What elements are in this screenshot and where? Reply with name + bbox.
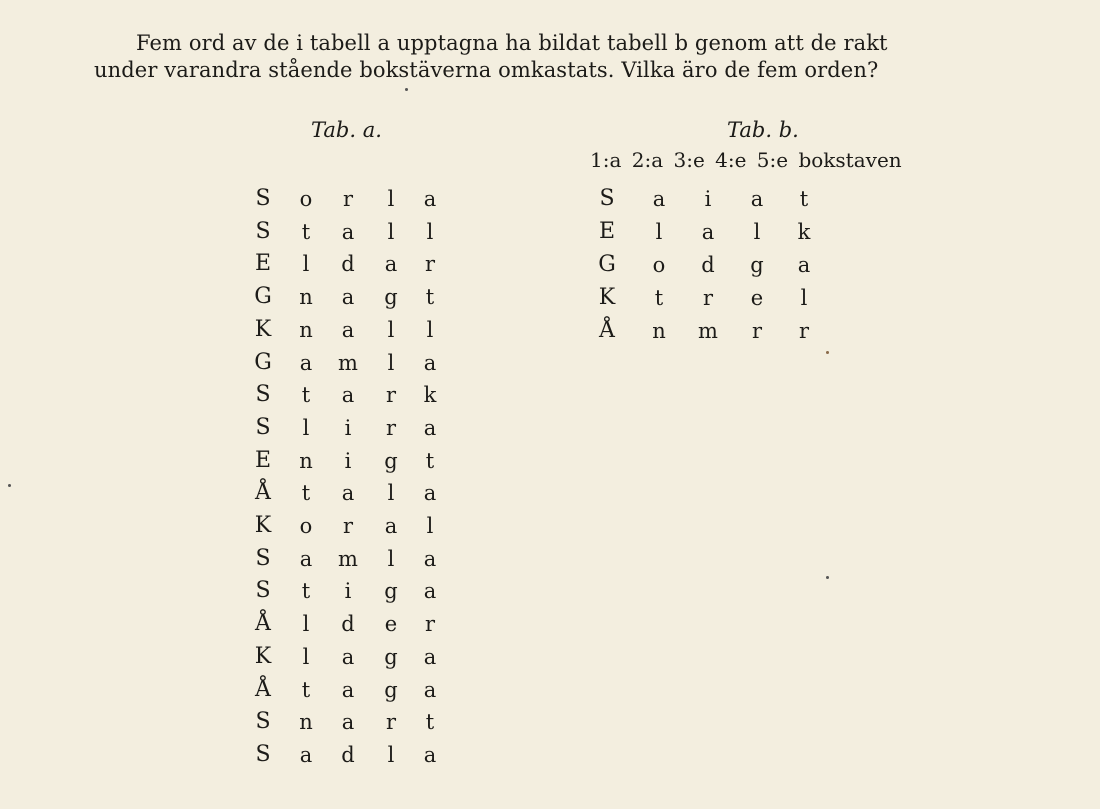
tab_a-letter: i [344,415,352,440]
tab_b-letter: l [753,220,761,244]
tab_a-letter: l [387,317,395,342]
tab_a-letter: r [342,187,354,211]
tab_a-letter: g [384,677,398,702]
tab_a-letter: l [387,219,395,244]
tab_a-letter: S [255,545,271,571]
tab_a-letter: l [302,252,310,277]
tab_a-letter: a [423,415,437,440]
tab_a-letter: S [255,382,271,408]
tab_a-letter: a [341,317,355,342]
tab_b-letter: o [652,253,666,277]
tab_a-letter: r [342,514,354,538]
tab_a-letter: S [255,186,271,211]
tab_a-letter: l [426,219,434,244]
tab_a-letter: n [299,710,313,735]
tab-b-column-header: 1:a 2:a 3:e 4:e 5:e bokstaven [590,148,902,172]
tab_a-letter: n [299,285,313,310]
tab_a-letter: g [384,644,398,669]
tab_a-letter: S [255,414,271,440]
paper-speck [405,88,408,91]
tab_a-letter: n [299,448,313,473]
tab_b-letter: a [701,220,715,244]
puzzle-instructions [94,30,1004,84]
tab_b-letter: t [799,187,809,211]
tab_b-letter: r [751,319,763,343]
tab_a-letter: o [299,187,313,211]
instruction-line-2: under varandra stående bokstäverna omkastats. Vilka äro de fem orden? [94,58,879,82]
tab_b-letter: Å [599,318,615,343]
tab_b-letter: S [599,186,615,211]
tab_a-letter: l [387,350,395,375]
tab_b-letter: m [698,319,718,343]
tab_a-letter: a [341,383,355,408]
tab_a-letter: K [254,316,272,342]
tab_a-letter: a [341,481,355,506]
tab_a-letter: t [301,579,311,604]
tab_b-letter: t [654,286,664,310]
tab_b-letter: n [652,319,666,343]
tab_a-letter: t [301,219,311,244]
tab_a-letter: l [387,546,395,571]
tab_b-letter: l [655,220,663,244]
tab_a-letter: K [254,513,272,538]
tab_a-letter: g [384,579,398,604]
tab_b-letter: r [798,319,810,343]
paper-speck [8,484,11,487]
tab_a-letter: S [255,218,271,244]
tab_b-letter: l [800,286,808,310]
tab_a-letter: Å [255,676,271,702]
tab_a-letter: l [302,612,310,637]
tab_a-letter: n [299,317,313,342]
tab_b-letter: d [701,253,715,277]
tab_a-letter: a [423,187,437,211]
tab_a-letter: a [423,644,437,669]
tab_a-letter: a [299,546,313,571]
tab_a-letter: t [301,383,311,408]
tab_a-letter: a [423,350,437,375]
tab_b-letter: i [704,187,712,211]
tab_a-letter: l [387,187,395,211]
tab_b-letter: K [598,285,616,310]
tab_a-letter: E [254,251,272,277]
tab_a-letter: l [302,644,310,669]
tab_a-letter: a [384,514,398,538]
tab_a-letter: l [302,415,310,440]
tab_a-letter: S [255,578,271,604]
tab_b-letter: a [750,187,764,211]
tab_a-letter: i [344,579,352,604]
tab_a-letter: r [385,415,397,440]
tab_a-letter: l [426,317,434,342]
tab_a-letter: a [341,677,355,702]
tab_a-letter: m [338,546,358,571]
tab_b-letter: e [750,286,764,310]
tab_a-letter: G [254,284,272,310]
tab-b-title: Tab. b. [727,118,799,142]
tab_a-letter: a [341,285,355,310]
tab_a-letter: a [341,710,355,735]
tab_a-letter: a [384,252,398,277]
tab_a-letter: S [255,709,271,735]
tab_b-letter: g [750,253,764,277]
tab_a-letter: a [299,350,313,375]
tab_a-letter: d [341,742,355,767]
tab_a-letter: g [384,448,398,473]
tab_a-letter: G [254,349,272,375]
tab_a-letter: t [425,710,435,735]
tab_a-letter: Å [255,480,271,506]
tab_a-letter: i [344,448,352,473]
tab_a-letter: a [423,579,437,604]
tab_a-letter: a [341,644,355,669]
tab_a-letter: e [384,612,398,637]
tab_a-letter: l [426,514,434,538]
tab_a-letter: a [341,219,355,244]
tab_b-letter: E [598,219,616,244]
tab_a-letter: a [423,546,437,571]
tab_a-letter: d [341,252,355,277]
tab-a-title: Tab. a. [311,118,382,142]
tab_a-letter: o [299,514,313,538]
tab_b-letter: G [598,252,616,277]
tab_a-letter: a [423,481,437,506]
instruction-line-1: Fem ord av de i tabell a upptagna ha bildat tabell b genom att de rakt [136,31,888,55]
tab_b-letter: a [652,187,666,211]
tab_a-letter: g [384,285,398,310]
tab_b-letter: k [797,220,811,244]
tab_b-letter: r [702,286,714,310]
tab_a-letter: r [385,383,397,408]
tab_a-letter: t [301,481,311,506]
tab_a-letter: t [301,677,311,702]
tab_a-letter: a [423,677,437,702]
tab_b-letter: a [797,253,811,277]
tab_a-letter: a [299,742,313,767]
tab_a-letter: K [254,643,272,669]
paper-speck [826,576,829,579]
tab_a-letter: l [387,742,395,767]
tab_a-letter: r [385,710,397,735]
tab_a-letter: t [425,285,435,310]
tab_a-letter: t [425,448,435,473]
tab_a-letter: r [424,612,436,637]
tab_a-letter: k [423,383,437,408]
tab_a-letter: Å [255,611,271,637]
tab_a-letter: r [424,252,436,277]
tab_a-letter: S [255,741,271,767]
tab_a-letter: d [341,612,355,637]
tab_a-letter: l [387,481,395,506]
paper-speck [826,351,829,354]
tab_a-letter: a [423,742,437,767]
tab_a-letter: E [254,447,272,473]
tab_a-letter: m [338,350,358,375]
